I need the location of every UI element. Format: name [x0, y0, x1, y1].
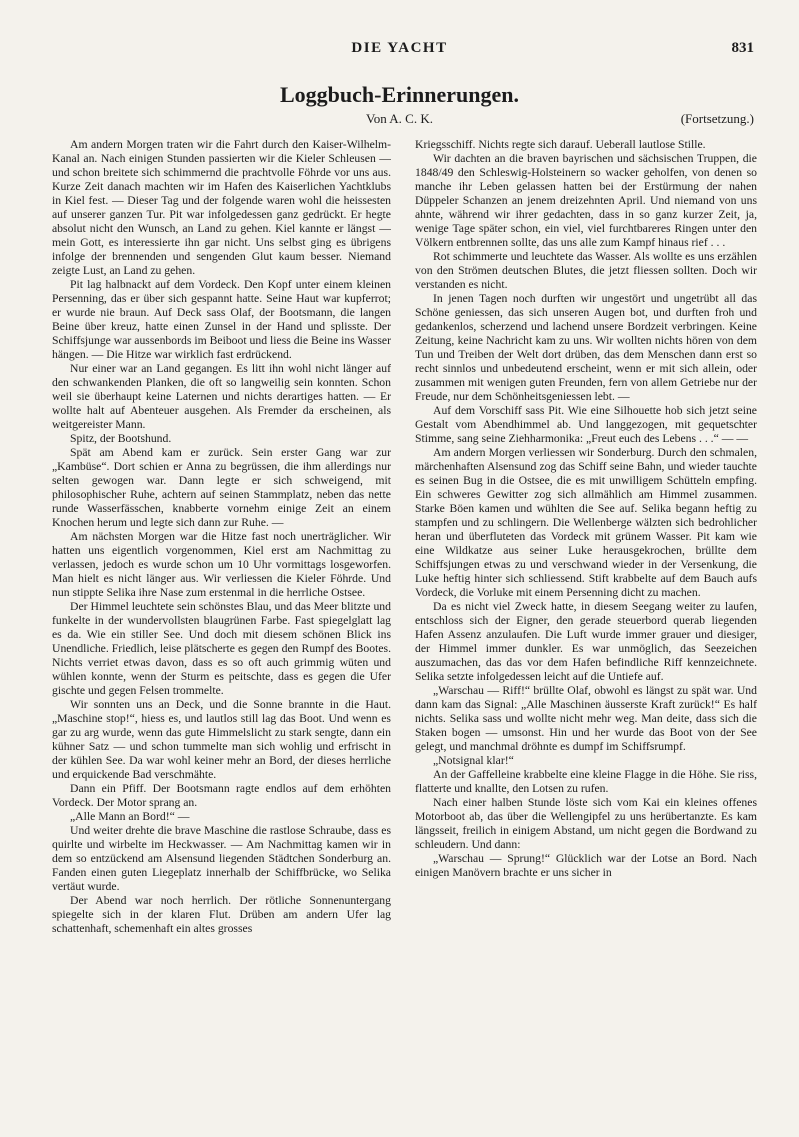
paragraph: Und weiter drehte die brave Maschine die rastlose Schraube, dass es quirlte und wirbelte im Heckwasser. — Am Nachmittag kamen wir in dem so entzückend am Alsensund liegenden Städtchen Sonderburg an. Fanden einen guten Liegeplatz innerhalb der Schiffbrücke, wo Selika vertäut wurde. [52, 824, 391, 893]
paragraph: An der Gaffelleine krabbelte eine kleine Flagge in die Höhe. Sie riss, flatterte und knallte, den Lotsen zu rufen. [415, 768, 757, 795]
article-byline: Von A. C. K. [366, 111, 433, 126]
article-title: Loggbuch-Erinnerungen. [280, 82, 519, 107]
paragraph: Wir sonnten uns an Deck, und die Sonne brannte in die Haut. „Maschine stop!“, hiess es, und lautlos still lag das Boot. Und wenn es gar zu arg wurde, wenn das gute Himmelslicht zu stark sengte, dann ein kühner Satz — und schon tummelte man sich wohlig und erfrischt in der kühlen See. Da war wohl keiner mehr an Bord, der dieses herrliche und erquickende Bad verschmähte. [52, 698, 391, 781]
journal-title: DIE YACHT [351, 40, 448, 56]
paragraph: „Warschau — Sprung!“ Glücklich war der Lotse an Bord. Nach einigen Manövern brachte er uns sicher in [415, 852, 757, 879]
paragraph: Am nächsten Morgen war die Hitze fast noch unerträglicher. Wir hatten uns eigentlich vorgenommen, Kiel erst am Nachmittag zu verlassen, jedoch es wurde schon um 10 Uhr vormittags losgeworfen. Man hielt es nicht länger aus. Wir verliessen die Kieler Föhrde. Und nun stippte Selika ihre Nase zum erstenmal in die herrliche Ostsee. [52, 530, 391, 599]
paragraph: In jenen Tagen noch durften wir ungestört und ungetrübt all das Schöne geniessen, das sich unseren Augen bot, und durften froh und gedankenlos, scherzend und lachend unsere Bordzeit verbringen. Keine Zeitung, keine Nachricht kam zu uns. Wir wollten nichts hören von dem Tun und Treiben der Welt dort drüben, das dem Menschen dann erst so recht sinnlos und unbedeutend erscheint, wenn er mit sich allein, oder zusammen mit wenigen guten Freunden, fern von allem Getriebe nur der Freude, nur dem Schönheitsgeniessen lebt. — [415, 292, 757, 403]
page-number: 831 [731, 40, 754, 56]
paragraph: Der Abend war noch herrlich. Der rötliche Sonnenuntergang spiegelte sich in der klaren Flut. Drüben am andern Ufer lag schattenhaft, schemenhaft ein altes grosses [52, 894, 391, 935]
paragraph: Nur einer war an Land gegangen. Es litt ihn wohl nicht länger auf den schwankenden Planken, die oft so langweilig sein konnten. Schon weil sie überhaupt keine Laternen und nichts derartiges hatten. — Er wollte halt auf Abenteuer ausgehen. Als Fremder da erscheinen, als weitgereister Mann. [52, 362, 391, 431]
paragraph: „Alle Mann an Bord!“ — [70, 810, 190, 823]
paragraph: Am andern Morgen traten wir die Fahrt durch den Kaiser-Wilhelm-Kanal an. Nach einigen Stunden passierten wir die Kieler Schleusen — und schon breitete sich schimmernd die prachtvolle Föhrde vor uns aus. Kurze Zeit danach machten wir im Hafen des Kaiserlichen Yachtklubs in Kiel fest. — Dieser Tag und der folgende waren wohl die heissesten auf unserer ganzen Tur. Pit war infolgedessen ganz gedrückt. Er hegte absolut nicht den Wunsch, an Land zu gehen. Kiel kannte er längst — mein Gott, es interessierte ihn gar nicht. Uns selbst ging es übrigens infolge der brennenden und sengenden Glut kaum besser. Niemand zeigte Lust, an Land zu gehen. [52, 138, 391, 277]
text-column-left [52, 138, 391, 1103]
continuation-note: (Fortsetzung.) [680, 111, 754, 126]
paragraph: Rot schimmerte und leuchtete das Wasser. Als wollte es uns erzählen von den Strömen deutschen Blutes, die jetzt fliessen sollten. Doch wir verstanden es nicht. [415, 250, 757, 291]
text-column-right [415, 138, 757, 1103]
paragraph: Am andern Morgen verliessen wir Sonderburg. Durch den schmalen, märchenhaften Alsensund zog das Schiff seine Bahn, und wieder tauchte es seinen Bug in die Ostsee, die es mit unwilligem Schütteln empfing. Ein schweres Gewitter zog sich allmählich am Himmel zusammen. Starke Böen kamen und wühlten die See auf. Selika begann heftig zu stampfen und zu schlingern. Die Wellenberge wälzten sich bedrohlicher heran und überfluteten das Vordeck mit grünem Wasser. Pit kam wie eine Wildkatze aus seiner Luke herausgekrochen, brüllte dem Schiffsjungen etwas zu und verschwand wieder in der Versenkung, die Luke heftig hinter sich schliessend. Stift krabbelte auf dem Bauch aufs Vordeck, die Vorluke mit einem Persenning dicht zu machen. [415, 446, 757, 599]
paragraph: Auf dem Vorschiff sass Pit. Wie eine Silhouette hob sich jetzt seine Gestalt vom Abendhimmel ab. Und langgezogen, mit gequetschter Stimme, sang seine Ziehharmonika: „Freut euch des Lebens . . .“ — — [415, 404, 757, 445]
paragraph: Da es nicht viel Zweck hatte, in diesem Seegang weiter zu laufen, entschloss sich der Eigner, den gerade steuerbord querab liegenden Hafen Assenz anzulaufen. Die Luft wurde immer grauer und diesiger, der Himmel immer dunkler. Es war unmöglich, das Seezeichen auszumachen, das das vor dem Hafen befindliche Riff kennzeichnete. Selika setzte infolgedessen leicht auf die Untiefe auf. [415, 600, 757, 683]
paragraph: Pit lag halbnackt auf dem Vordeck. Den Kopf unter einem kleinen Persenning, das er über sich gespannt hatte. Seine Haut war kupferrot; er wurde nie braun. Auf Deck sass Olaf, der Bootsmann, die langen Beine über kreuz, hatte einen Zunsel in der Hand und splisste. Der Schiffsjunge war aussenbords im Beiboot und liess die Beine ins Wasser hängen. — Die Hitze war wirklich fast erdrückend. [52, 278, 391, 361]
paragraph: Der Himmel leuchtete sein schönstes Blau, und das Meer blitzte und funkelte in der wundervollsten blaugrünen Farbe. Fast spiegelglatt lag es da. Wie ein stiller See. Und doch mit diesem schönen Blick ins Unendliche. Friedlich, leise plätscherte es gegen den Rumpf des Bootes. Nichts verriet etwas davon, dass es so oft auch grimmig wüten und wühlen konnte, wenn der Sturm es peitschte, dass es gegen die Ufer gischte und gegen Felsen trommelte. [52, 600, 391, 697]
paragraph: Dann ein Pfiff. Der Bootsmann ragte endlos auf dem erhöhten Vordeck. Der Motor sprang an. [52, 782, 391, 809]
running-head [0, 40, 799, 62]
paragraph: Spitz, der Bootshund. [70, 432, 172, 445]
paragraph: „Warschau — Riff!“ brüllte Olaf, obwohl es längst zu spät war. Und dann kam das Signal: „Alle Maschinen äusserste Kraft zurück!“ Es half nichts. Selika sass und wollte nicht mehr weg. Man deite, dass sich die Staken bogen — umsonst. Hin und her wurde das Boot von der See gelegt, und manchmal dröhnte es dumpf im Schiffsrumpf. [415, 684, 757, 753]
paragraph: Nach einer halben Stunde löste sich vom Kai ein kleines offenes Motorboot ab, das über die Wellengipfel zu uns herübertanzte. Es kam längsseit, freilich in einigem Abstand, um nicht gegen die Bordwand zu schleudern. Und dann: [415, 796, 757, 851]
paragraph: Kriegsschiff. Nichts regte sich darauf. Ueberall lautlose Stille. [415, 138, 706, 151]
paragraph: Spät am Abend kam er zurück. Sein erster Gang war zur „Kambüse“. Dort schien er Anna zu begrüssen, die ihm allerdings nur selten gewogen war. Dann legte er sich schweigend, mit philosophischer Ruhe, achtern auf seinen Stammplatz, neben das nette runde Wasserfässchen, knabberte vornehm einige Zeit an einem Knochen herum und legte sich dann zur Ruhe. — [52, 446, 391, 529]
paragraph: Wir dachten an die braven bayrischen und sächsischen Truppen, die 1848/49 den Schleswig-Holsteinern so wacker geholfen, von denen so manche ihr Leben gelassen hatten bei der Erstürmung der nahen Düppeler Schanzen an jenem dreizehnten April. Und niemand von uns ahnte, während wir ihrer gedachten, dass in so ganz kurzer Zeit, ja, wenige Tage später schon, ein viel, viel furchtbareres Ringen unter den Völkern entbrennen sollte, das uns alle zum Kampf hinaus rief . . . [415, 152, 757, 249]
paragraph: „Notsignal klar!“ [433, 754, 514, 767]
